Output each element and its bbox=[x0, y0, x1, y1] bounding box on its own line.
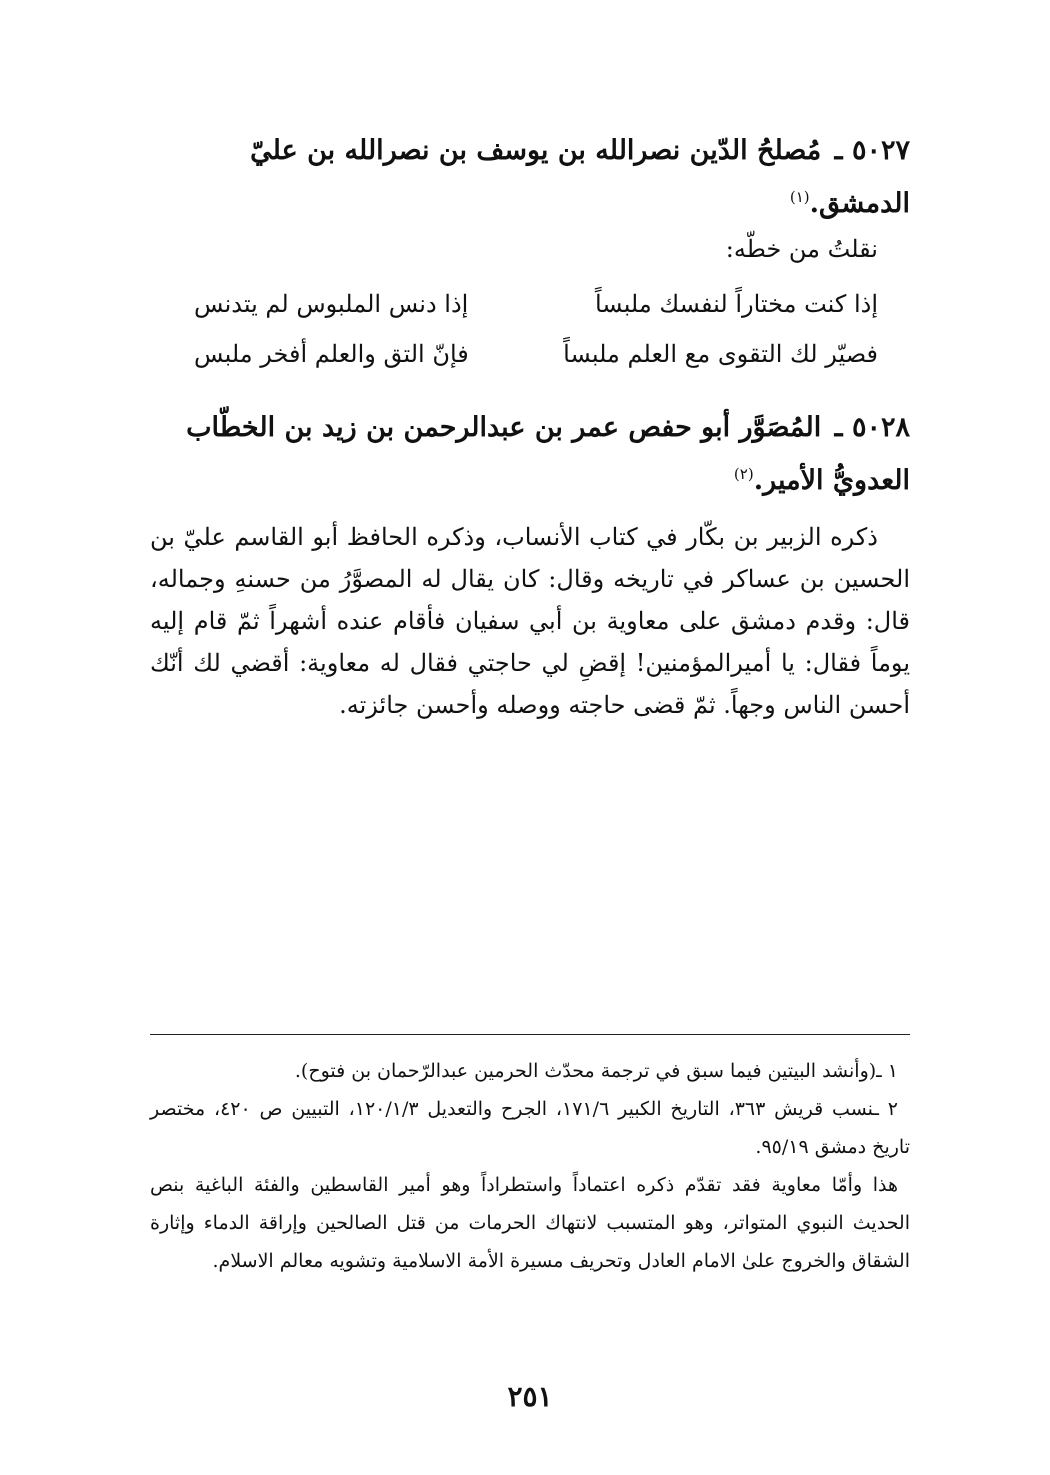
entry-intro: نقلتُ من خطّه: bbox=[725, 235, 878, 263]
verse-line bbox=[194, 279, 878, 329]
footnote-1: ١ ـ(وأنشد البيتين فيما سبق في ترجمة محدّث الحرمين عبدالرّحمان بن فتوح). bbox=[294, 1060, 898, 1082]
verse-second-hemistich: إذا دنس الملبوس لم يتدنس bbox=[194, 290, 469, 318]
entry-heading: مُصلحُ الدّين نصرالله بن يوسف بن نصرالله بن عليّ الدمشق. bbox=[250, 135, 910, 219]
entry-5027 bbox=[150, 128, 910, 379]
verse-second-hemistich: فإنّ التق والعلم أفخر ملبس bbox=[194, 340, 469, 368]
entry-title bbox=[150, 405, 910, 504]
footnote-divider bbox=[150, 1034, 910, 1035]
book-page bbox=[150, 0, 910, 1475]
poem bbox=[150, 279, 878, 379]
entry-body: ذكره الزبير بن بكّار في كتاب الأنساب، وذكره الحافظ أبو القاسم عليّ بن الحسين بن عساكر في تاريخه وقال: كان يقال له المصوَّرُ من حسنهِ وجماله، قال: وقدم دمشق على معاوية بن أبي سفيان فأقام عنده أشهراً ثمّ قام إليه يوماً فقال: يا أميرالمؤمنين! إقضِ لي حاجتي فقال له معاوية: أقضي لك أنّك أحسن الناس وجهاً. ثمّ قضى حاجته ووصله وأحسن جائزته. bbox=[150, 523, 910, 719]
entry-5028 bbox=[150, 405, 910, 726]
footnotes bbox=[150, 1052, 910, 1280]
entry-heading: المُصَوَّر أبو حفص عمر بن عبدالرحمن بن زيد بن الخطّاب العدويُّ الأمير. bbox=[186, 412, 910, 496]
footnote-ref: (٢) bbox=[733, 465, 754, 483]
entry-number: ٥٠٢٧ ـ bbox=[834, 135, 910, 166]
page-number: ٢٥١ bbox=[507, 1380, 553, 1413]
footnote-commentary: هذا وأمّا معاوية فقد تقدّم ذكره اعتماداً واستطراداً وهو أمير القاسطين والفئة الباغية بنص الحديث النبوي المتواتر، وهو المتسبب لانتهاك الحرمات من قتل الصالحين وإراقة الدماء وإثارة الشقاق والخروج علىٰ الامام العادل وتحريف مسيرة الأمة الاسلامية وتشويه معالم الاسلام. bbox=[150, 1174, 910, 1272]
verse-first-hemistich: إذا كنت مختاراً لنفسك ملبساً bbox=[594, 290, 878, 318]
entry-title bbox=[150, 128, 910, 227]
footnote-2: ٢ ـنسب قريش ٣٦٣، التاريخ الكبير ١٧١/٦، الجرح والتعديل ١٢٠/١/٣، التبيين ص ٤٢٠، مختصر تاريخ دمشق ٩٥/١٩. bbox=[150, 1098, 910, 1158]
entry-number: ٥٠٢٨ ـ bbox=[834, 412, 910, 443]
footnote-ref: (١) bbox=[789, 188, 810, 206]
verse-first-hemistich: فصيّر لك التقوى مع العلم ملبساً bbox=[563, 340, 878, 368]
verse-line bbox=[194, 329, 878, 379]
